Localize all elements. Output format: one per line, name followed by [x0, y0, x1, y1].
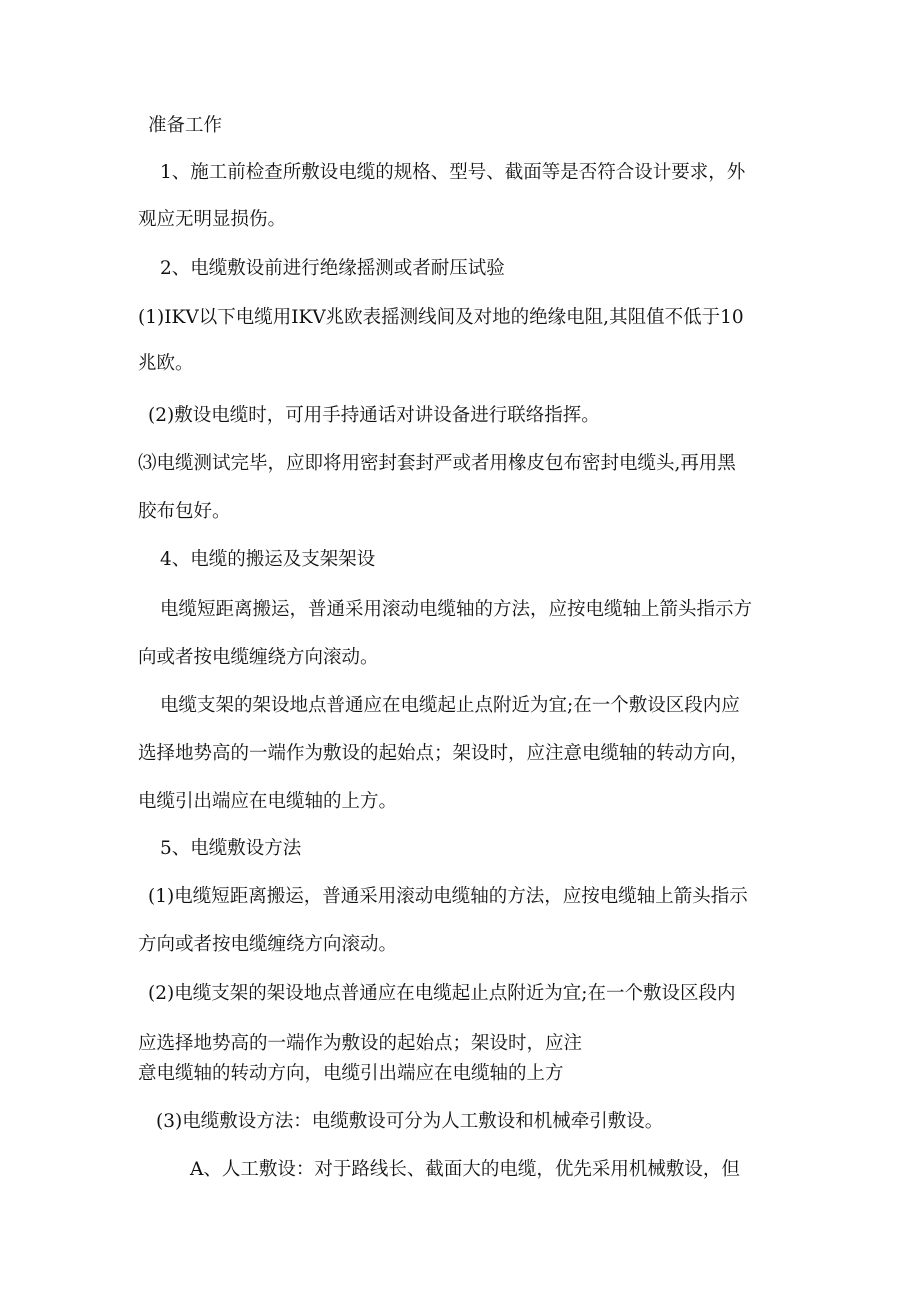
paragraph-line: 1、施工前检查所敷设电缆的规格、型号、截面等是否符合设计要求，外	[160, 162, 746, 183]
paragraph-line: (1)IKV以下电缆用IKV兆欧表摇测线间及对地的绝缘电阻,其阻值不低于10	[138, 307, 744, 328]
paragraph-line: (2)敷设电缆时，可用手持通话对讲设备进行联络指挥。	[148, 405, 600, 426]
paragraph-line: 胶布包好。	[138, 501, 231, 522]
paragraph-line: 向或者按电缆缠绕方向滚动。	[138, 647, 379, 668]
paragraph-line: (3)电缆敷设方法：电缆敷设可分为人工敷设和机械牵引敷设。	[156, 1111, 664, 1132]
paragraph-line: 电缆引出端应在电缆轴的上方。	[138, 791, 398, 812]
paragraph-line: (2)电缆支架的架设地点普通应在电缆起止点附近为宜;在一个敷设区段内	[148, 983, 736, 1004]
paragraph-line: 电缆短距离搬运，普通采用滚动电缆轴的方法，应按电缆轴上箭头指示方	[160, 599, 753, 620]
heading-preparation: 准备工作	[148, 115, 223, 136]
paragraph-line: 意电缆轴的转动方向，电缆引出端应在电缆轴的上方	[138, 1063, 564, 1084]
paragraph-line: 电缆支架的架设地点普通应在电缆起止点附近为宜;在一个敷设区段内应	[160, 695, 740, 716]
paragraph-line: 方向或者按电缆缠绕方向滚动。	[138, 934, 398, 955]
paragraph-line: 5、电缆敷设方法	[160, 838, 302, 859]
paragraph-line: 观应无明显损伤。	[138, 209, 287, 230]
paragraph-line: 4、电缆的搬运及支架架设	[160, 549, 376, 570]
paragraph-line: 兆欧。	[138, 353, 194, 374]
paragraph-line: 选择地势高的一端作为敷设的起始点；架设时，应注意电缆轴的转动方向，	[138, 743, 749, 764]
paragraph-line: 应选择地势高的一端作为敷设的起始点；架设时，应注	[138, 1033, 583, 1054]
paragraph-line: A、人工敷设：对于路线长、截面大的电缆，优先采用机械敷设，但	[190, 1159, 740, 1180]
paragraph-line: (1)电缆短距离搬运，普通采用滚动电缆轴的方法，应按电缆轴上箭头指示	[148, 886, 748, 907]
paragraph-line: ⑶电缆测试完毕，应即将用密封套封严或者用橡皮包布密封电缆头,再用黑	[138, 453, 736, 474]
paragraph-line: 2、电缆敷设前进行绝缘摇测或者耐压试验	[160, 258, 505, 279]
